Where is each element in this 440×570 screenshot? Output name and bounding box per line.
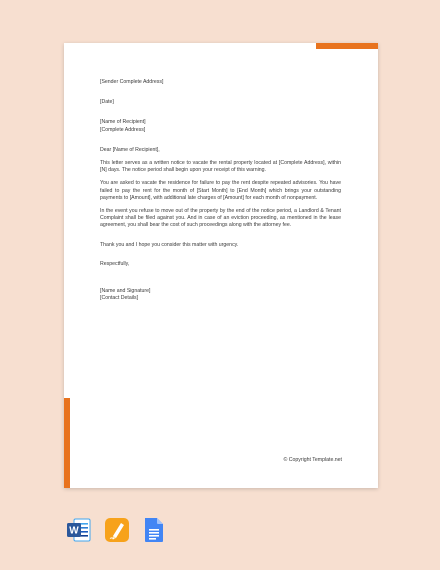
recipient-name: [Name of Recipient] <box>100 119 146 126</box>
left-accent-bar <box>64 398 70 488</box>
salutation: Dear [Name of Recipient], <box>100 146 160 153</box>
sign-off: Respectfully, <box>100 260 130 267</box>
letter-date: [Date] <box>100 99 114 106</box>
closing-note: Thank you and I hope you consider this matter with urgency. <box>100 241 239 248</box>
pages-icon[interactable] <box>104 517 130 548</box>
letter-body <box>100 79 341 302</box>
letter-page <box>64 43 378 488</box>
recipient-address: [Complete Address] <box>100 126 146 133</box>
google-docs-icon[interactable] <box>144 517 164 548</box>
paragraph-notice: This letter serves as a written notice to vacate the rental property located at [Complete Address], within [N] days. The notice period shall begin upon your receipt of this warning. <box>100 160 341 174</box>
copyright-text: © Copyright Template.net <box>283 457 342 463</box>
paragraph-nonpayment: You are asked to vacate the residence for failure to pay the rent despite repeated advisories. You have failed to pay the rent for the month of [Start Month] to [End Month] which brings your outstanding payments to [Amount], with additional late charges of [Amount] for each month of nonpayment. <box>100 180 341 201</box>
word-letter: W <box>69 525 79 537</box>
word-icon[interactable] <box>66 517 92 548</box>
top-accent-bar <box>316 43 378 49</box>
sender-address: [Sender Complete Address] <box>100 79 164 85</box>
signature-line: [Name and Signature] <box>100 288 151 295</box>
contact-details: [Contact Details] <box>100 295 139 302</box>
paragraph-complaint: In the event you refuse to move out of the property by the end of the notice period, a Landlord & Tenant Complaint shall be filed against you. And in case of an eviction proceeding, as mentioned in the lease agreement, you shall bear the cost of such proceedings along with the attorney fee. <box>100 208 341 229</box>
